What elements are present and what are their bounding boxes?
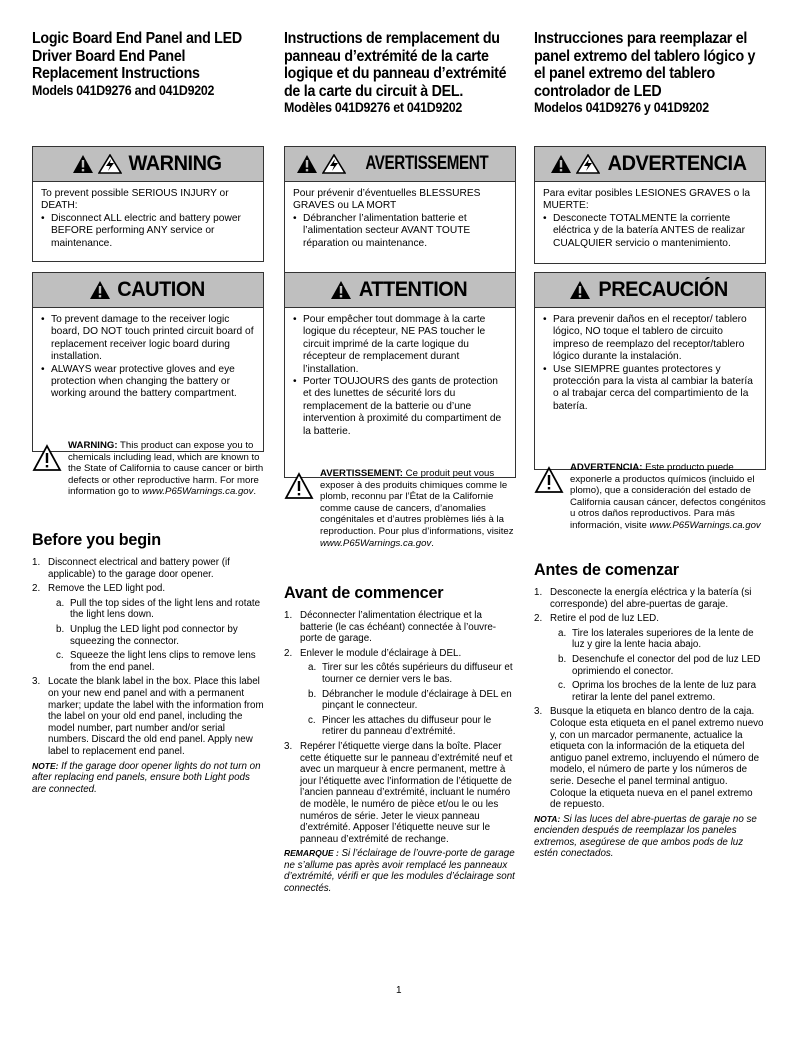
warning-header <box>33 147 263 182</box>
prop65-label: WARNING: <box>68 440 118 451</box>
alert-triangle-icon <box>550 154 572 174</box>
note <box>32 761 264 796</box>
step-text: Retire el pod de luz LED. <box>550 613 659 625</box>
caution-bullet: • To prevent damage to the receiver logic board, DO NOT touch printed circuit board of replacement receiver logic board during installation. <box>41 314 255 364</box>
prop65-text: Ce produit peut vous exposer à des produits chimiques comme le plomb, reconnu par l’État de la Californie comme cause de cancers, d’anomalies congénitales et d’autres problèmes liés à la reproduction. Pour plus d’informations, visitez <box>320 468 514 537</box>
note-label: NOTE: <box>32 760 59 771</box>
warning-box <box>534 146 766 264</box>
step-1 <box>32 557 264 580</box>
alert-triangle-icon <box>89 280 111 300</box>
alert-triangle-icon <box>72 154 94 174</box>
electric-shock-icon <box>576 154 600 174</box>
step-text: Squeeze the light lens clips to remove lens from the end panel. <box>70 650 256 673</box>
note-text: If the garage door opener lights do not turn on after replacing end panels, ensure both Light pods are connected. <box>32 760 261 795</box>
step-text: Unplug the LED light pod connector by squeezing the connector. <box>70 623 238 647</box>
caution-bullet: • Porter TOUJOURS des gants de protection et des lunettes de sécurité lors du remplacement de la batterie ou d’une intervention à proximité du compartiment de la batterie. <box>293 376 507 438</box>
step-2a <box>32 598 264 621</box>
column-french <box>284 30 516 895</box>
step-number: 1. <box>284 610 293 621</box>
step-text: Remove the LED light pod. <box>48 583 166 595</box>
step-2a <box>284 662 516 685</box>
step-2c <box>284 715 516 738</box>
step-2b <box>32 624 264 647</box>
prop65-label: ADVERTENCIA: <box>570 462 643 473</box>
prop65-text: Este producto puede exponerle a productos químicos (incluido el plomo), que a consideración del estado de California causan cáncer, defectos congénitos u otros daños reproductivos. Para más información, visite <box>570 462 766 531</box>
step-3 <box>32 676 264 757</box>
page-title: Instructions de remplacement du panneau d’extrémité de la carte logique et du panneau d’extrémité de la carte du circuit à DEL. <box>284 30 507 100</box>
models-line: Modelos 041D9276 y 041D9202 <box>534 100 709 115</box>
warning-box <box>284 146 516 282</box>
prop65-end: . <box>431 537 434 549</box>
step-number: 2. <box>284 647 293 659</box>
step-number: 2. <box>32 583 41 595</box>
step-text: Oprima los broches de la lente de luz para retirar la lente del panel extremo. <box>572 680 757 703</box>
step-number: 1. <box>534 587 543 598</box>
column-english <box>32 30 264 795</box>
caution-box <box>534 272 766 470</box>
warning-body <box>285 182 515 256</box>
prop65-end: . <box>253 486 257 498</box>
alert-triangle-icon <box>330 280 352 300</box>
prop65-label: AVERTISSEMENT: <box>320 468 403 479</box>
alert-triangle-icon <box>296 154 318 174</box>
warning-triangle-icon <box>32 444 62 472</box>
warning-label: ADVERTENCIA <box>607 152 747 175</box>
step-number: 3. <box>32 676 41 688</box>
note-text: Si las luces del abre-puertas de garaje no se encienden después de reemplazar los paneles extremos, asegúrese de que ambos pods de luz estén conectados. <box>534 813 757 860</box>
note-label: NOTA: <box>534 813 561 824</box>
caution-body <box>285 308 515 444</box>
prop65-text: This product can expose you to chemicals including lead, which are known to the State of California to cause cancer or birth defects or other reproductive harm. For more information go to <box>68 440 264 498</box>
electric-shock-icon <box>98 154 122 174</box>
step-text: Débrancher le module d’éclairage à DEL en pinçant le connecteur. <box>322 688 512 712</box>
step-text: Tire los laterales superiores de la lente de luz y gire la lente hacia abajo. <box>572 627 754 651</box>
section-heading: Avant de commencer <box>284 583 444 602</box>
step-2b <box>534 654 766 677</box>
caution-bullet: • ALWAYS wear protective gloves and eye protection when changing the battery or working around the battery compartment. <box>41 364 255 401</box>
section-heading: Before you begin <box>32 530 161 549</box>
note-text: Si l’éclairage de l’ouvre-porte de garage ne s’allume pas après avoir remplacé les panneaux d’extrémité, vérifi er que les modules d’éclairage sont connectés. <box>284 848 515 895</box>
caution-body <box>535 308 765 419</box>
warning-body <box>535 182 765 256</box>
step-number: a. <box>56 597 65 609</box>
step-3 <box>534 706 766 810</box>
prop65-url[interactable]: www.P65Warnings.ca.gov <box>649 519 761 531</box>
warning-triangle-icon <box>534 466 564 494</box>
step-2b <box>284 689 516 712</box>
before-you-begin-section <box>32 530 264 795</box>
step-text: Enlever le module d’éclairage à DEL. <box>300 647 462 659</box>
models-line: Models 041D9276 and 041D9202 <box>32 82 215 98</box>
step-2 <box>284 648 516 660</box>
avant-de-commencer-section <box>284 583 516 895</box>
warning-bullet: • Débrancher l’alimentation batterie et l’alimentation secteur AVANT TOUTE réparation ou maintenance. <box>293 213 507 250</box>
step-number: b. <box>308 688 317 700</box>
caution-box <box>284 272 516 478</box>
page-number: 1 <box>396 985 402 996</box>
column-spanish <box>534 30 766 860</box>
step-text: Disconnect electrical and battery power (if applicable) to the garage door opener. <box>48 557 230 580</box>
caution-label: PRECAUCIÓN <box>598 278 728 301</box>
step-number: c. <box>558 680 566 692</box>
warning-header <box>285 147 515 182</box>
antes-de-comenzar-section <box>534 560 766 860</box>
prop65-warning <box>534 462 766 532</box>
step-2c <box>32 650 264 673</box>
step-text: Locate the blank label in the box. Place this label on your new end panel and with a permanent marker; update the label with the information from the label on your old end panel, including the model number, part number and/or serial numbers. Discard the old end panel. Apply new label to replacement end panel. <box>48 676 264 757</box>
warning-header <box>535 147 765 182</box>
caution-body <box>33 308 263 407</box>
warning-intro: To prevent possible SERIOUS INJURY or DEATH: <box>41 188 229 212</box>
caution-header <box>535 273 765 308</box>
note-label: REMARQUE : <box>284 848 339 859</box>
caution-box <box>32 272 264 452</box>
step-3 <box>284 741 516 845</box>
step-2c <box>534 680 766 703</box>
step-number: b. <box>56 623 65 635</box>
prop65-url[interactable]: www.P65Warnings.ca.gov <box>142 486 254 498</box>
alert-triangle-icon <box>569 280 591 300</box>
step-1 <box>534 587 766 610</box>
warning-intro: Pour prévenir d’éventuelles BLESSURES GRAVES ou LA MORT <box>293 188 481 212</box>
caution-bullet: • Para prevenir daños en el receptor/ tablero lógico, NO toque el tablero de circuito impreso de reemplazo del receptor/tablero lógico durante la instalación. <box>543 314 757 364</box>
warning-triangle-icon <box>284 472 314 500</box>
warning-bullet: • Desconecte TOTALMENTE la corriente eléctrica y de la batería ANTES de realizar CUALQUIER servicio o mantenimiento. <box>543 213 757 250</box>
step-number: a. <box>308 662 317 674</box>
prop65-warning <box>32 440 264 498</box>
step-2 <box>534 613 766 625</box>
caution-bullet: • Pour empêcher tout dommage à la carte logique du récepteur, NE PAS toucher le circuit imprimé de la carte logique du récepteur de remplacement durant l’installation. <box>293 314 507 376</box>
caution-header <box>285 273 515 308</box>
warning-label: WARNING <box>128 152 222 175</box>
step-text: Busque la etiqueta en blanco dentro de la caja. Coloque esta etiqueta en el panel extremo nuevo y, con un marcador permanente, actualice la etiqueta con la información de la etiqueta del antiguo panel extremo, incluyendo el número de modelo, el número de parte y los números de serie. Deseche el panel terminal antiguo. Coloque la etiqueta nueva en el panel extremo de repuesto. <box>550 706 764 811</box>
warning-bullet: • Disconnect ALL electric and battery power BEFORE performing ANY service or maintenance. <box>41 213 255 250</box>
step-2a <box>534 628 766 651</box>
page-title: Logic Board End Panel and LED Driver Board End Panel Replacement Instructions <box>32 30 242 82</box>
step-number: 2. <box>534 613 543 625</box>
warning-label: AVERTISSEMENT <box>365 153 489 174</box>
prop65-url[interactable]: www.P65Warnings.ca.gov <box>320 537 432 549</box>
caution-bullet: • Use SIEMPRE guantes protectores y protección para la vista al cambiar la batería o al trabajar cerca del compartimiento de la batería. <box>543 364 757 414</box>
step-number: b. <box>558 653 567 665</box>
caution-header <box>33 273 263 308</box>
step-text: Pull the top sides of the light lens and rotate the light lens down. <box>70 597 261 621</box>
caution-label: CAUTION <box>117 278 205 301</box>
step-text: Desconecte la energía eléctrica y la batería (si corresponde) del abre-puertas de garaje. <box>550 587 752 610</box>
warning-body <box>33 182 263 256</box>
step-text: Repérer l’étiquette vierge dans la boîte. Placer cette étiquette sur le panneau d’extrémité neuf et avec un marqueur à encre permanent, mettre à jour l’étiquette avec l’information de l’étiquette de l’ancien panneau d’extrémité, incluant le numéro de modèle, le numéro de pièce et/ou le ou les numéros de série. Jeter le vieux panneau d’extrémité. Apposer l’étiquette neuve sur le panneau d’extrémité de rechange. <box>300 740 513 845</box>
step-text: Tirer sur les côtés supérieurs du diffuseur et tourner ce dernier vers le bas. <box>322 662 513 685</box>
caution-label: ATTENTION <box>358 278 468 301</box>
warning-box <box>32 146 264 262</box>
prop65-warning <box>284 468 516 549</box>
step-number: c. <box>56 650 64 662</box>
electric-shock-icon <box>322 154 346 174</box>
step-number: 1. <box>32 557 41 568</box>
note <box>534 814 766 860</box>
step-text: Desenchufe el conector del pod de luz LED oprimiendo el conector. <box>572 653 761 677</box>
note <box>284 848 516 894</box>
step-number: 3. <box>284 740 293 752</box>
step-number: 3. <box>534 706 543 718</box>
step-number: c. <box>308 714 316 726</box>
page-title: Instrucciones para reemplazar el panel extremo del tablero lógico y el panel extremo del tablero controlador de LED <box>534 30 756 100</box>
step-1 <box>284 610 516 645</box>
step-text: Pincer les attaches du diffuseur pour le retirer du panneau d’extrémité. <box>322 714 492 738</box>
step-text: Déconnecter l’alimentation électrique et la batterie (le cas échéant) connectée à l’ouvre-porte de garage. <box>300 610 497 645</box>
section-heading: Antes de comenzar <box>534 560 679 579</box>
warning-intro: Para evitar posibles LESIONES GRAVES o la MUERTE: <box>543 188 751 212</box>
step-number: a. <box>558 627 567 639</box>
step-2 <box>32 583 264 595</box>
models-line: Modèles 041D9276 et 041D9202 <box>284 100 463 115</box>
